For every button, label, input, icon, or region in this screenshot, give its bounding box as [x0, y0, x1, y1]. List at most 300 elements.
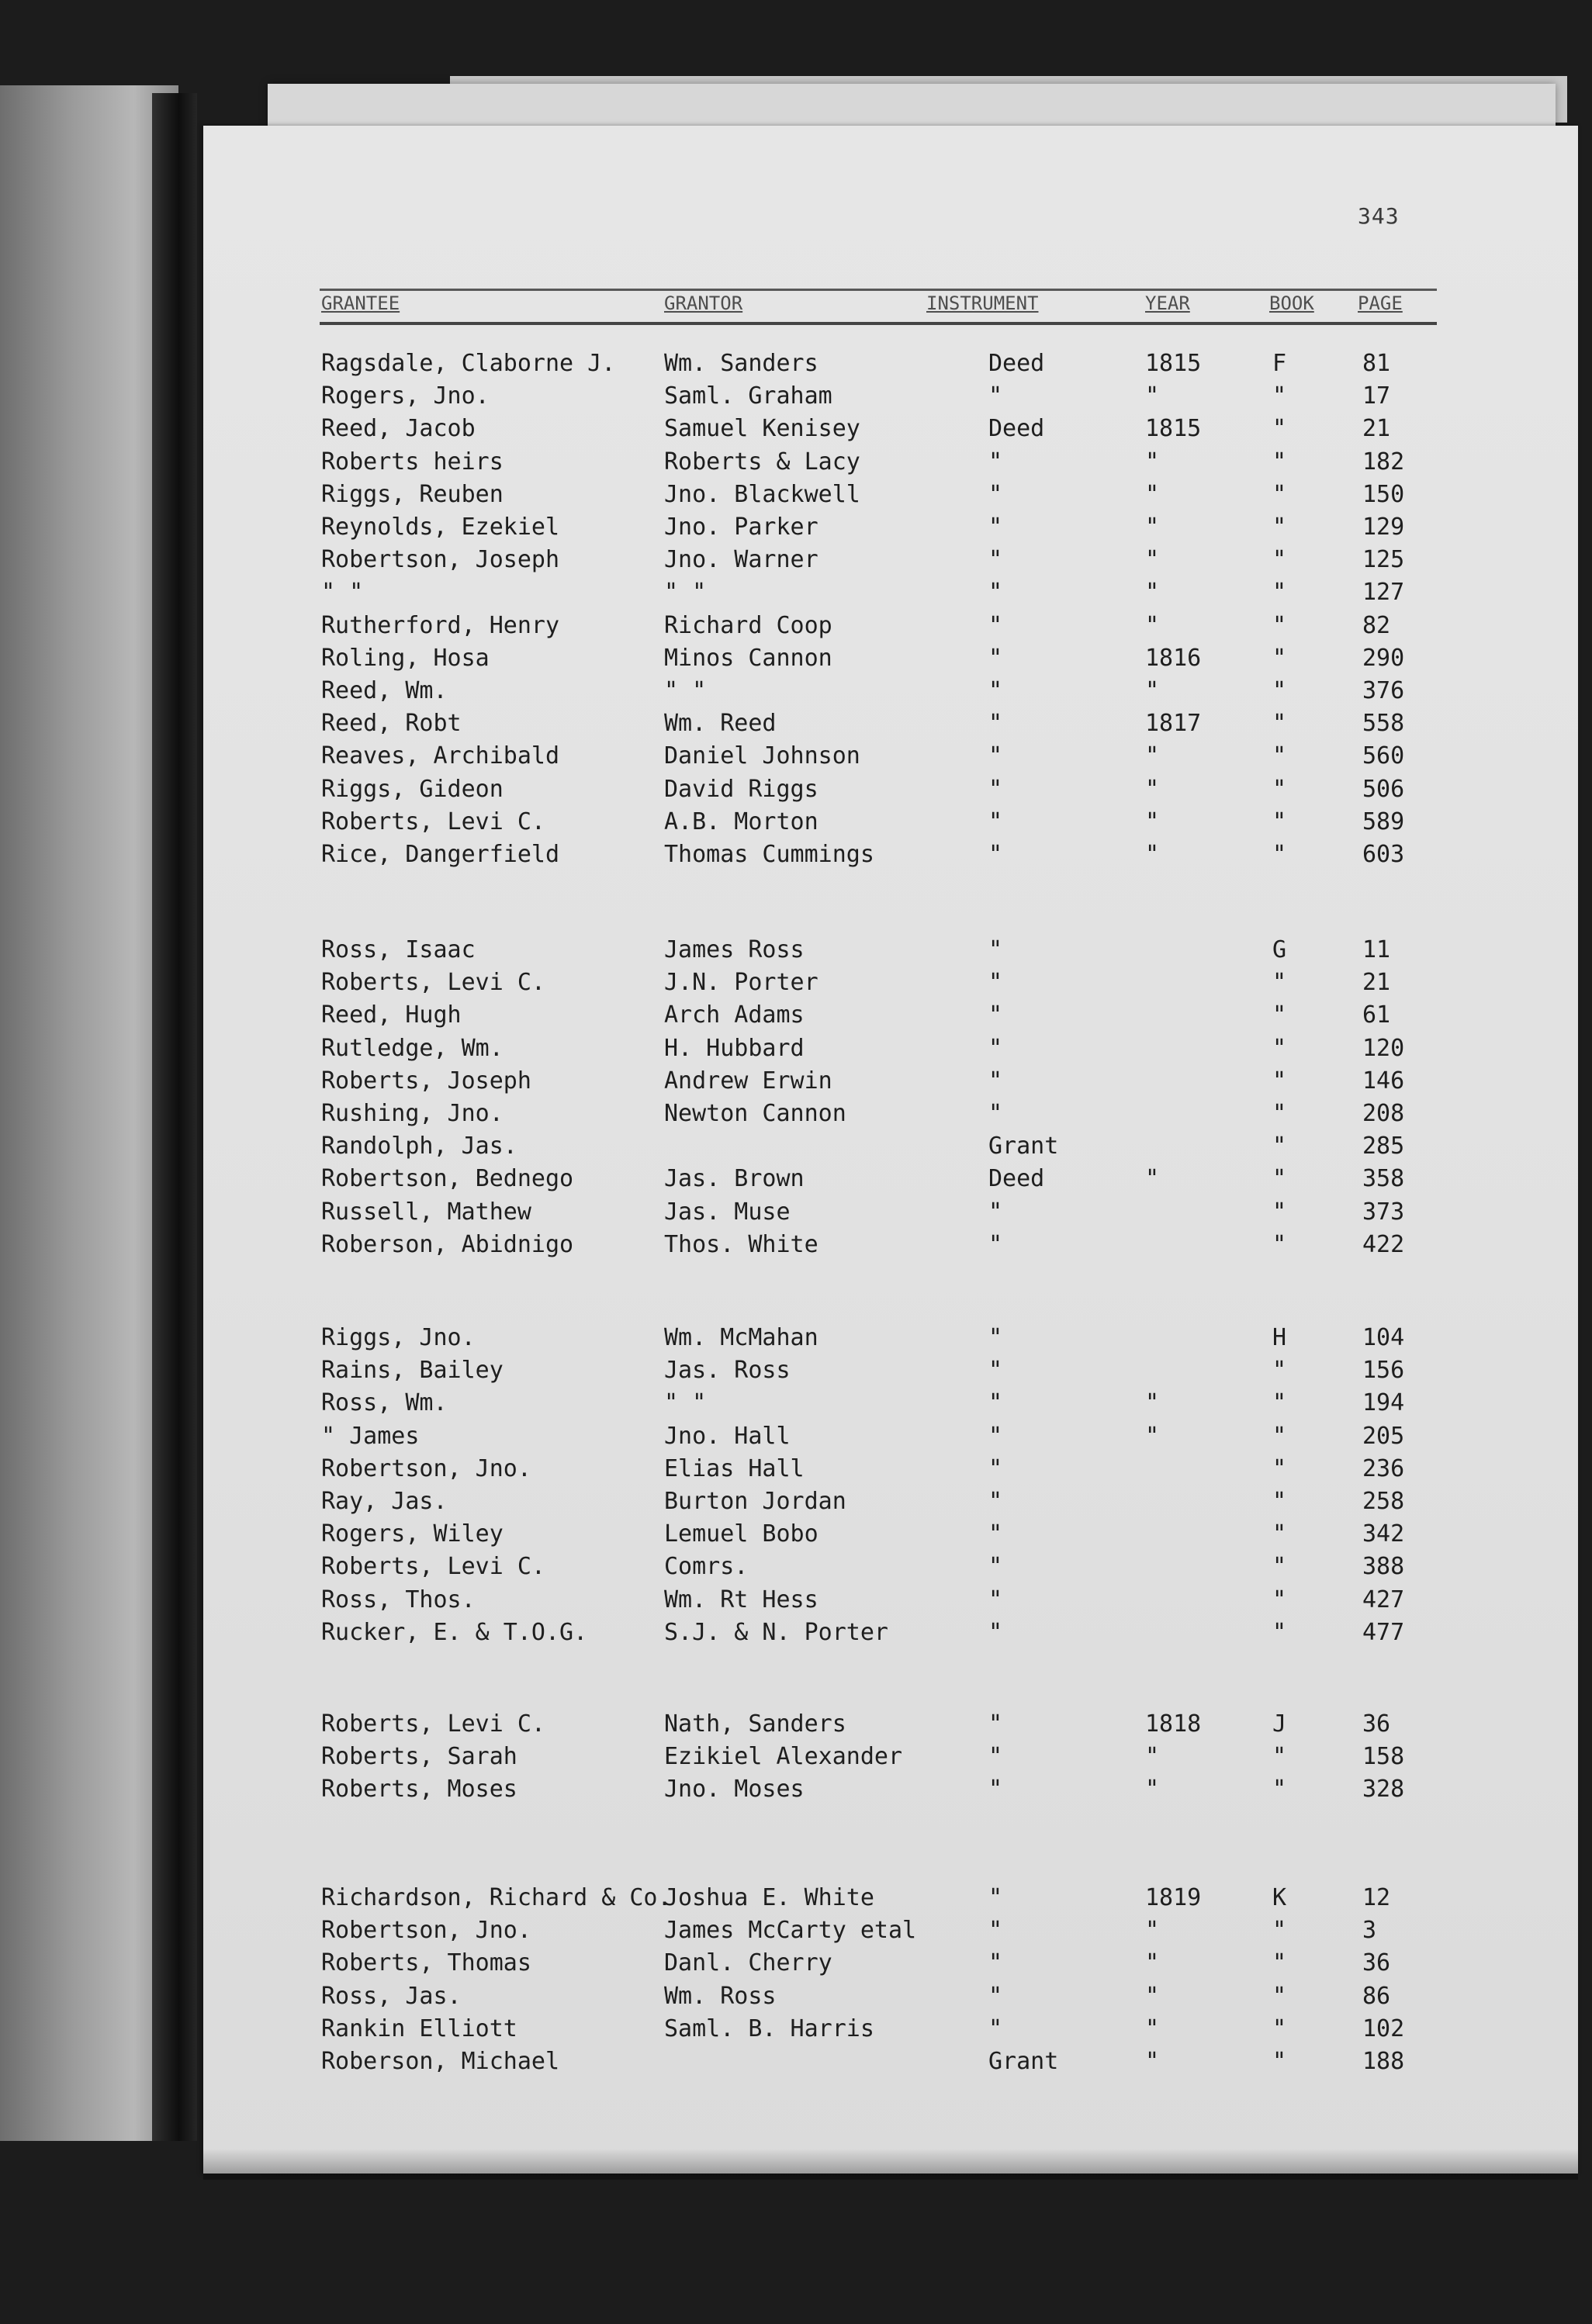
instrument-cell: Grant: [988, 2048, 1059, 2075]
index-entry-row: [0, 1067, 1405, 1099]
page-cell: 328: [1362, 1776, 1405, 1804]
year-cell: ": [1145, 742, 1160, 770]
index-entry-row: [0, 1618, 1405, 1651]
grantee-cell: Reed, Jacob: [321, 415, 476, 443]
year-cell: ": [1145, 808, 1160, 835]
year-cell: 1816: [1145, 644, 1202, 672]
page-cell: 182: [1362, 448, 1405, 476]
index-entry-row: [0, 611, 1391, 644]
instrument-cell: ": [988, 677, 1003, 704]
grantee-cell: Russell, Mathew: [321, 1198, 531, 1226]
index-entry-row: [0, 2014, 1405, 2047]
grantee-cell: Roberson, Abidnigo: [321, 1230, 574, 1258]
page-bottom-shadow: [203, 2149, 1578, 2180]
grantee-cell: Roberts, Joseph: [321, 1067, 531, 1095]
index-entry-row: [0, 1586, 1405, 1618]
page-cell: 603: [1362, 841, 1405, 868]
grantor-cell: J.N. Porter: [664, 969, 818, 997]
grantee-cell: Riggs, Reuben: [321, 480, 504, 508]
header-grantor: GRANTOR: [664, 292, 743, 314]
book-cell: ": [1272, 1949, 1287, 1977]
year-cell: ": [1145, 1165, 1160, 1193]
index-entry-row: [0, 2047, 1405, 2080]
book-cell: ": [1272, 775, 1287, 803]
grantor-cell: Minos Cannon: [664, 644, 832, 672]
instrument-cell: ": [988, 1034, 1003, 1062]
header-page: PAGE: [1358, 292, 1403, 314]
instrument-cell: ": [988, 1357, 1003, 1385]
page-cell: 102: [1362, 2014, 1405, 2042]
grantor-cell: Wm. McMahan: [664, 1324, 818, 1351]
page-cell: 422: [1362, 1230, 1405, 1258]
grantor-cell: David Riggs: [664, 775, 818, 803]
instrument-cell: ": [988, 1743, 1003, 1771]
book-cell: ": [1272, 1034, 1287, 1062]
page-cell: 127: [1362, 579, 1405, 607]
book-cell: ": [1272, 677, 1287, 704]
page-number: 343: [1358, 203, 1400, 229]
grantee-cell: Reed, Robt: [321, 710, 462, 738]
page-cell: 11: [1362, 936, 1391, 963]
instrument-cell: ": [988, 936, 1003, 963]
index-entry-row: [0, 349, 1391, 382]
year-cell: ": [1145, 2048, 1160, 2075]
instrument-cell: ": [988, 514, 1003, 541]
grantor-cell: Jno. Hall: [664, 1422, 791, 1450]
index-entry-row: [0, 480, 1405, 513]
header-instrument: INSTRUMENT: [926, 292, 1039, 314]
instrument-cell: ": [988, 1520, 1003, 1548]
grantor-cell: Burton Jordan: [664, 1488, 846, 1515]
grantor-cell: Samuel Kenisey: [664, 415, 860, 443]
year-cell: ": [1145, 1389, 1160, 1417]
index-entry-row: [0, 1422, 1405, 1454]
page-cell: 290: [1362, 644, 1405, 672]
grantor-cell: Jas. Ross: [664, 1357, 791, 1385]
grantee-cell: Randolph, Jas.: [321, 1133, 517, 1160]
index-entry-row: [0, 1710, 1391, 1742]
year-cell: ": [1145, 448, 1160, 476]
instrument-cell: ": [988, 1710, 1003, 1738]
instrument-cell: ": [988, 808, 1003, 835]
grantee-cell: Rogers, Wiley: [321, 1520, 504, 1548]
instrument-cell: ": [988, 1198, 1003, 1226]
index-entry-row: [0, 808, 1405, 840]
index-entry-row: [0, 414, 1391, 447]
instrument-cell: Grant: [988, 1133, 1059, 1160]
book-cell: K: [1272, 1884, 1287, 1911]
instrument-cell: Deed: [988, 350, 1045, 377]
book-cell: ": [1272, 1520, 1287, 1548]
header-grantee: GRANTEE: [321, 292, 400, 314]
page-cell: 120: [1362, 1034, 1405, 1062]
page-cell: 558: [1362, 710, 1405, 738]
book-cell: ": [1272, 2048, 1287, 2075]
index-entry-row: [0, 1454, 1405, 1487]
index-entry-row: [0, 1132, 1405, 1164]
book-cell: ": [1272, 1067, 1287, 1095]
page-cell: 61: [1362, 1001, 1391, 1029]
book-cell: ": [1272, 1422, 1287, 1450]
instrument-cell: ": [988, 1618, 1003, 1646]
index-entry-row: [0, 1389, 1405, 1421]
grantor-cell: Nath, Sanders: [664, 1710, 846, 1738]
grantee-cell: Roling, Hosa: [321, 644, 490, 672]
grantee-cell: Roberts, Moses: [321, 1776, 517, 1804]
book-cell: ": [1272, 415, 1287, 443]
book-cell: ": [1272, 1165, 1287, 1193]
page-cell: 342: [1362, 1520, 1405, 1548]
grantee-cell: Roberson, Michael: [321, 2048, 560, 2075]
index-entry-row: [0, 1916, 1377, 1949]
index-entry-row: [0, 935, 1391, 968]
grantee-cell: Reed, Wm.: [321, 677, 448, 704]
grantee-cell: Riggs, Gideon: [321, 775, 504, 803]
grantee-cell: Ragsdale, Claborne J.: [321, 350, 616, 377]
grantee-cell: Roberts, Levi C.: [321, 969, 545, 997]
instrument-cell: ": [988, 1553, 1003, 1581]
page-cell: 236: [1362, 1454, 1405, 1482]
grantee-cell: Reaves, Archibald: [321, 742, 560, 770]
page-cell: 86: [1362, 1982, 1391, 2010]
year-cell: 1818: [1145, 1710, 1202, 1738]
grantor-cell: Thomas Cummings: [664, 841, 874, 868]
year-cell: ": [1145, 1422, 1160, 1450]
grantor-cell: Comrs.: [664, 1553, 749, 1581]
grantee-cell: Rogers, Jno.: [321, 382, 490, 410]
instrument-cell: ": [988, 2014, 1003, 2042]
grantor-cell: Joshua E. White: [664, 1884, 874, 1911]
grantee-cell: Reed, Hugh: [321, 1001, 462, 1029]
grantee-cell: Rutledge, Wm.: [321, 1034, 504, 1062]
page-cell: 82: [1362, 611, 1391, 639]
instrument-cell: ": [988, 1488, 1003, 1515]
instrument-cell: ": [988, 1422, 1003, 1450]
page-cell: 285: [1362, 1133, 1405, 1160]
book-cell: F: [1272, 350, 1287, 377]
grantee-cell: Rushing, Jno.: [321, 1100, 504, 1127]
grantor-cell: Saml. Graham: [664, 382, 832, 410]
index-entry-row: [0, 840, 1405, 873]
page-cell: 188: [1362, 2048, 1405, 2075]
grantor-cell: Wm. Sanders: [664, 350, 818, 377]
book-cell: ": [1272, 1357, 1287, 1385]
grantor-cell: S.J. & N. Porter: [664, 1618, 888, 1646]
year-cell: ": [1145, 382, 1160, 410]
grantor-cell: Ezikiel Alexander: [664, 1743, 903, 1771]
year-cell: ": [1145, 677, 1160, 704]
grantee-cell: Rutherford, Henry: [321, 611, 560, 639]
year-cell: 1815: [1145, 350, 1202, 377]
book-cell: ": [1272, 1100, 1287, 1127]
year-cell: 1819: [1145, 1884, 1202, 1911]
book-cell: ": [1272, 1553, 1287, 1581]
year-cell: 1815: [1145, 415, 1202, 443]
index-entry-row: [0, 1198, 1405, 1230]
index-entry-row: [0, 1487, 1405, 1520]
instrument-cell: ": [988, 611, 1003, 639]
index-entry-row: [0, 513, 1405, 545]
grantor-cell: Jas. Brown: [664, 1165, 805, 1193]
book-cell: ": [1272, 742, 1287, 770]
grantor-cell: Wm. Ross: [664, 1982, 777, 2010]
book-cell: ": [1272, 1389, 1287, 1417]
index-entry-row: [0, 968, 1391, 1001]
book-cell: ": [1272, 382, 1287, 410]
page-cell: 158: [1362, 1743, 1405, 1771]
book-cell: ": [1272, 1586, 1287, 1613]
year-cell: ": [1145, 1949, 1160, 1977]
page-cell: 81: [1362, 350, 1391, 377]
grantee-cell: Roberts, Levi C.: [321, 1553, 545, 1581]
page-cell: 104: [1362, 1324, 1405, 1351]
index-entry-row: [0, 1230, 1405, 1263]
book-cell: ": [1272, 546, 1287, 574]
book-cell: G: [1272, 936, 1287, 963]
grantor-cell: Roberts & Lacy: [664, 448, 860, 476]
book-cell: ": [1272, 611, 1287, 639]
grantor-cell: Daniel Johnson: [664, 742, 860, 770]
page-cell: 150: [1362, 480, 1405, 508]
page-cell: 560: [1362, 742, 1405, 770]
page-cell: 589: [1362, 808, 1405, 835]
grantee-cell: Roberts, Thomas: [321, 1949, 531, 1977]
index-entry-row: [0, 1742, 1405, 1775]
grantor-cell: Saml. B. Harris: [664, 2014, 874, 2042]
book-cell: ": [1272, 710, 1287, 738]
book-cell: ": [1272, 969, 1287, 997]
grantee-cell: Rucker, E. & T.O.G.: [321, 1618, 588, 1646]
book-cell: ": [1272, 644, 1287, 672]
book-cell: ": [1272, 1982, 1287, 2010]
year-cell: ": [1145, 1743, 1160, 1771]
year-cell: 1817: [1145, 710, 1202, 738]
grantor-cell: Jas. Muse: [664, 1198, 791, 1226]
grantor-cell: Wm. Rt Hess: [664, 1586, 818, 1613]
year-cell: ": [1145, 579, 1160, 607]
index-entry-row: [0, 1164, 1405, 1197]
instrument-cell: ": [988, 742, 1003, 770]
book-cell: ": [1272, 1454, 1287, 1482]
index-entry-row: [0, 448, 1405, 480]
grantee-cell: Rankin Elliott: [321, 2014, 517, 2042]
instrument-cell: Deed: [988, 415, 1045, 443]
book-cell: H: [1272, 1324, 1287, 1351]
year-cell: ": [1145, 1776, 1160, 1804]
grantor-cell: " ": [664, 1389, 707, 1417]
grantee-cell: " James: [321, 1422, 420, 1450]
page-cell: 208: [1362, 1100, 1405, 1127]
book-cell: ": [1272, 1743, 1287, 1771]
year-cell: ": [1145, 841, 1160, 868]
grantee-cell: Robertson, Joseph: [321, 546, 560, 574]
grantee-cell: Reynolds, Ezekiel: [321, 514, 560, 541]
grantor-cell: " ": [664, 677, 707, 704]
year-cell: ": [1145, 480, 1160, 508]
instrument-cell: ": [988, 382, 1003, 410]
grantor-cell: Richard Coop: [664, 611, 832, 639]
index-entry-row: [0, 382, 1391, 414]
grantor-cell: H. Hubbard: [664, 1034, 805, 1062]
book-cell: ": [1272, 480, 1287, 508]
grantee-cell: Roberts, Levi C.: [321, 1710, 545, 1738]
instrument-cell: ": [988, 841, 1003, 868]
instrument-cell: ": [988, 1230, 1003, 1258]
index-entry-row: [0, 775, 1405, 808]
index-entry-row: [0, 1775, 1405, 1807]
book-cell: ": [1272, 448, 1287, 476]
grantee-cell: Ross, Thos.: [321, 1586, 476, 1613]
grantee-cell: Roberts heirs: [321, 448, 504, 476]
book-cell: J: [1272, 1710, 1287, 1738]
page-cell: 156: [1362, 1357, 1405, 1385]
grantor-cell: Arch Adams: [664, 1001, 805, 1029]
grantee-cell: " ": [321, 579, 364, 607]
page-cell: 506: [1362, 775, 1405, 803]
grantor-cell: Lemuel Bobo: [664, 1520, 818, 1548]
index-entry-row: [0, 1552, 1405, 1585]
grantor-cell: Thos. White: [664, 1230, 818, 1258]
instrument-cell: ": [988, 1389, 1003, 1417]
instrument-cell: ": [988, 448, 1003, 476]
instrument-cell: ": [988, 969, 1003, 997]
instrument-cell: ": [988, 1067, 1003, 1095]
instrument-cell: ": [988, 710, 1003, 738]
index-entry-row: [0, 1949, 1391, 1981]
grantor-cell: Elias Hall: [664, 1454, 805, 1482]
index-entry-row: [0, 1001, 1391, 1033]
page-cell: 194: [1362, 1389, 1405, 1417]
page-cell: 3: [1362, 1917, 1377, 1945]
book-cell: ": [1272, 1776, 1287, 1804]
instrument-cell: ": [988, 1949, 1003, 1977]
year-cell: ": [1145, 514, 1160, 541]
book-cell: ": [1272, 808, 1287, 835]
book-cell: ": [1272, 1618, 1287, 1646]
grantor-cell: Andrew Erwin: [664, 1067, 832, 1095]
instrument-cell: ": [988, 546, 1003, 574]
grantee-cell: Ray, Jas.: [321, 1488, 448, 1515]
book-cell: ": [1272, 1001, 1287, 1029]
grantor-cell: Danl. Cherry: [664, 1949, 832, 1977]
grantee-cell: Roberts, Levi C.: [321, 808, 545, 835]
instrument-cell: ": [988, 1776, 1003, 1804]
index-entry-row: [0, 1323, 1405, 1356]
book-cell: ": [1272, 1198, 1287, 1226]
book-cell: ": [1272, 1230, 1287, 1258]
page-cell: 129: [1362, 514, 1405, 541]
instrument-cell: ": [988, 1884, 1003, 1911]
page-cell: 376: [1362, 677, 1405, 704]
page-cell: 477: [1362, 1618, 1405, 1646]
page-cell: 373: [1362, 1198, 1405, 1226]
grantee-cell: Ross, Isaac: [321, 936, 476, 963]
book-cell: ": [1272, 841, 1287, 868]
column-header-row: [320, 289, 1437, 325]
index-entry-row: [0, 676, 1405, 709]
instrument-cell: ": [988, 1454, 1003, 1482]
index-entry-row: [0, 1034, 1405, 1067]
instrument-cell: ": [988, 1324, 1003, 1351]
instrument-cell: ": [988, 1586, 1003, 1613]
page-cell: 125: [1362, 546, 1405, 574]
grantor-cell: Jno. Warner: [664, 546, 818, 574]
grantor-cell: James McCarty etal: [664, 1917, 917, 1945]
grantor-cell: Newton Cannon: [664, 1100, 846, 1127]
instrument-cell: ": [988, 775, 1003, 803]
year-cell: ": [1145, 2014, 1160, 2042]
page-cell: 358: [1362, 1165, 1405, 1193]
year-cell: ": [1145, 546, 1160, 574]
page-cell: 12: [1362, 1884, 1391, 1911]
book-cell: ": [1272, 1488, 1287, 1515]
grantee-cell: Robertson, Bednego: [321, 1165, 574, 1193]
page-cell: 21: [1362, 415, 1391, 443]
book-cell: ": [1272, 579, 1287, 607]
grantor-cell: Wm. Reed: [664, 710, 777, 738]
grantor-cell: " ": [664, 579, 707, 607]
index-entry-row: [0, 545, 1405, 578]
grantee-cell: Robertson, Jno.: [321, 1917, 531, 1945]
grantee-cell: Rains, Bailey: [321, 1357, 504, 1385]
grantee-cell: Ross, Jas.: [321, 1982, 462, 2010]
grantee-cell: Robertson, Jno.: [321, 1454, 531, 1482]
page-cell: 36: [1362, 1710, 1391, 1738]
instrument-cell: Deed: [988, 1165, 1045, 1193]
book-cell: ": [1272, 514, 1287, 541]
year-cell: ": [1145, 1917, 1160, 1945]
grantor-cell: Jno. Moses: [664, 1776, 805, 1804]
page-cell: 17: [1362, 382, 1391, 410]
page-cell: 258: [1362, 1488, 1405, 1515]
grantor-cell: Jno. Parker: [664, 514, 818, 541]
grantor-cell: Jno. Blackwell: [664, 480, 860, 508]
page-cell: 36: [1362, 1949, 1391, 1977]
instrument-cell: ": [988, 1001, 1003, 1029]
grantee-cell: Roberts, Sarah: [321, 1743, 517, 1771]
index-entry-row: [0, 1099, 1405, 1132]
index-entry-row: [0, 1356, 1405, 1389]
grantor-cell: James Ross: [664, 936, 805, 963]
grantee-cell: Rice, Dangerfield: [321, 841, 560, 868]
instrument-cell: ": [988, 1917, 1003, 1945]
grantee-cell: Ross, Wm.: [321, 1389, 448, 1417]
index-entry-row: [0, 1982, 1391, 2014]
index-entry-row: [0, 1520, 1405, 1552]
book-cell: ": [1272, 1133, 1287, 1160]
book-cell: ": [1272, 1917, 1287, 1945]
index-entry-row: [0, 578, 1405, 610]
instrument-cell: ": [988, 1100, 1003, 1127]
instrument-cell: ": [988, 579, 1003, 607]
header-book: BOOK: [1269, 292, 1314, 314]
grantor-cell: A.B. Morton: [664, 808, 818, 835]
year-cell: ": [1145, 611, 1160, 639]
instrument-cell: ": [988, 480, 1003, 508]
page-cell: 146: [1362, 1067, 1405, 1095]
header-year: YEAR: [1145, 292, 1190, 314]
index-entry-row: [0, 1883, 1391, 1916]
page-cell: 21: [1362, 969, 1391, 997]
page-cell: 388: [1362, 1553, 1405, 1581]
index-entry-row: [0, 644, 1405, 676]
index-entry-row: [0, 709, 1405, 742]
instrument-cell: ": [988, 644, 1003, 672]
index-entry-row: [0, 742, 1405, 774]
book-cell: ": [1272, 2014, 1287, 2042]
year-cell: ": [1145, 1982, 1160, 2010]
page-cell: 205: [1362, 1422, 1405, 1450]
